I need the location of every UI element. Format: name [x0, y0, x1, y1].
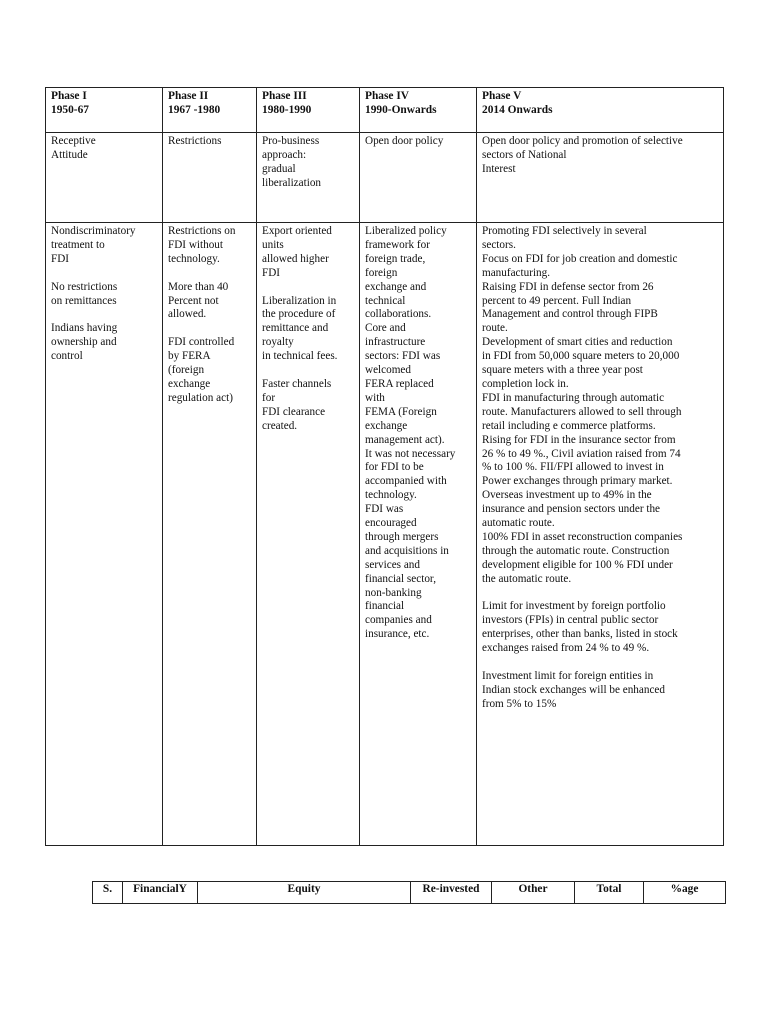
col-financial-year-header: FinancialY: [123, 882, 198, 904]
phase-1-attitude: Receptive Attitude: [46, 133, 163, 223]
col-reinvested-header: Re-invested: [411, 882, 492, 904]
phase-5-period: 2014 Onwards: [482, 103, 553, 116]
phase-5-details: Promoting FDI selectively in several sectors. Focus on FDI for job creation and domestic manufacturing. Raising FDI in defense sector from 26 percent to 49 percent. Full Indian Management and control through FIPB route. Development of smart cities and reduction in FDI from 50,000 square meters to 20,000 square meters with a three year post completion lock in. FDI in manufacturing through automatic route. Manufacturers allowed to sell through retail including e commerce platforms. Rising for FDI in the insurance sector from 26 % to 49 %., Civil aviation raised from 74 % to 100 %. FII/FPI allowed to invest in Power exchanges through primary market. Overseas investment up to 49% in the insurance and pension sectors under the automatic route. 100% FDI in asset reconstruction companies through the automatic route. Construction development eligible for 100 % FDI under the automatic route. Limit for investment by foreign portfolio investors (FPIs) in central public sector enterprises, other than banks, listed in stock exchanges raised from 24 % to 49 %. Investment limit for foreign entities in Indian stock exchanges will be enhanced from 5% to 15%: [477, 223, 724, 846]
phase-5-attitude: Open door policy and promotion of selective sectors of National Interest: [477, 133, 724, 223]
phase-3-name: Phase III: [262, 90, 307, 102]
phase-1-header: [46, 88, 163, 133]
phase-4-header: [360, 88, 477, 133]
phase-3-details: Export oriented units allowed higher FDI Liberalization in the procedure of remittance and royalty in technical fees. Faster channels for FDI clearance created.: [257, 223, 360, 846]
fdi-phases-table: [45, 87, 724, 846]
phases-header-row: [46, 88, 724, 133]
col-serial-header: S.: [93, 882, 123, 904]
phase-4-attitude: Open door policy: [360, 133, 477, 223]
col-total-header: Total: [575, 882, 644, 904]
financial-year-table: [92, 881, 726, 904]
phases-detail-row: [46, 223, 724, 846]
phase-4-details: Liberalized policy framework for foreign trade, foreign exchange and technical collaborations. Core and infrastructure sectors: FDI was welcomed FERA replaced with FEMA (Foreign exchange management act). It was not necessary for FDI to be accompanied with technology. FDI was encouraged through mergers and acquisitions in services and financial sector, non-banking financial companies and insurance, etc.: [360, 223, 477, 846]
phase-2-header: [163, 88, 257, 133]
phase-1-period: 1950-67: [51, 103, 89, 116]
phase-2-attitude: Restrictions: [163, 133, 257, 223]
financial-header-row: [93, 882, 726, 904]
phases-attitude-row: [46, 133, 724, 223]
col-equity-header: Equity: [198, 882, 411, 904]
phase-1-name: Phase I: [51, 90, 87, 102]
col-other-header: Other: [492, 882, 575, 904]
phase-1-details: Nondiscriminatory treatment to FDI No restrictions on remittances Indians having ownership and control: [46, 223, 163, 846]
phase-5-name: Phase V: [482, 90, 522, 102]
phase-2-details: Restrictions on FDI without technology. More than 40 Percent not allowed. FDI controlled by FERA (foreign exchange regulation act): [163, 223, 257, 846]
phase-2-name: Phase II: [168, 90, 209, 102]
phase-4-period: 1990-Onwards: [365, 103, 437, 116]
phase-3-header: [257, 88, 360, 133]
phase-4-name: Phase IV: [365, 90, 409, 102]
phase-3-attitude: Pro-business approach: gradual liberalization: [257, 133, 360, 223]
phase-3-period: 1980-1990: [262, 103, 312, 116]
phase-2-period: 1967 -1980: [168, 103, 221, 116]
col-percentage-header: %age: [644, 882, 726, 904]
phase-5-header: [477, 88, 724, 133]
